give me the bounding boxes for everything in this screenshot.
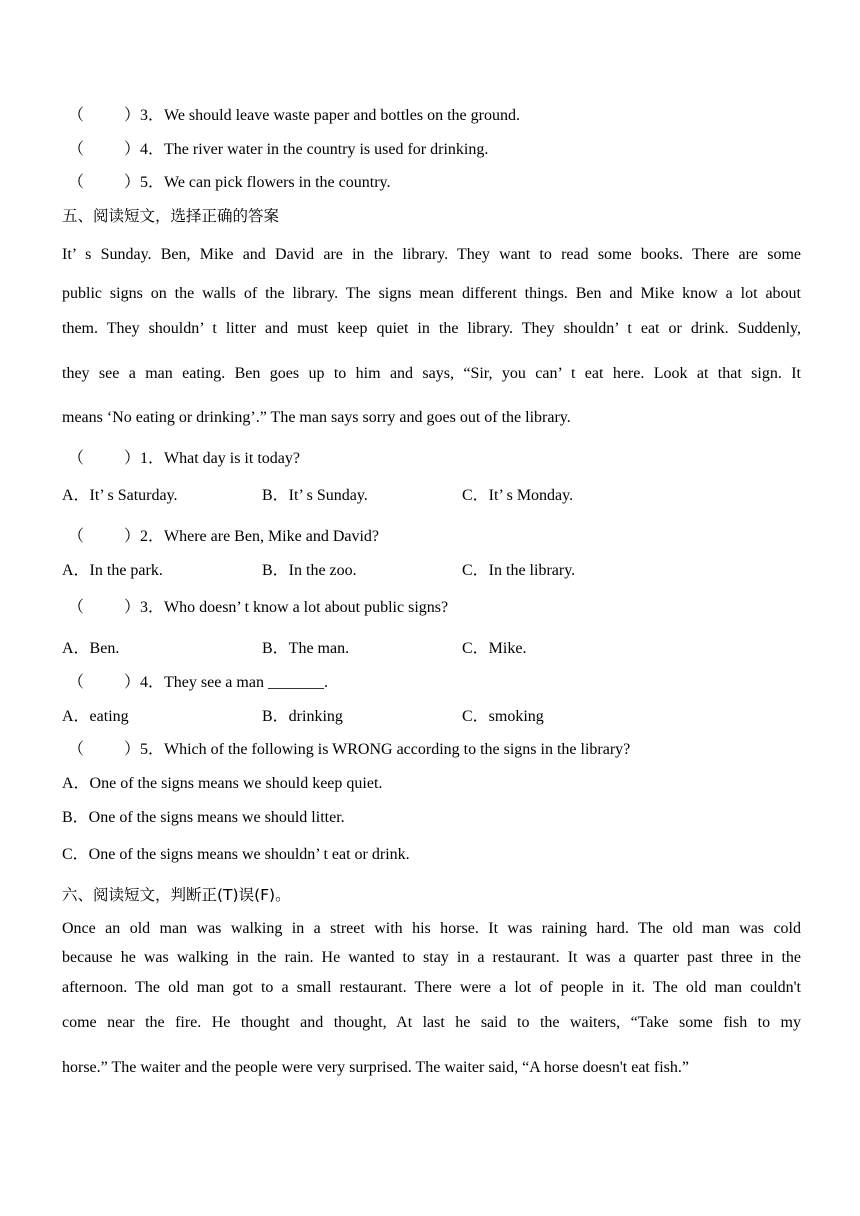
passage-6-line-2: because he was walking in the rain. He wanted to stay in a restaurant. It was a quarter past three in the bbox=[62, 949, 801, 966]
q4-option-a: A．eating bbox=[62, 708, 129, 725]
tf-item-5: （ ）5．We can pick flowers in the country. bbox=[68, 174, 391, 191]
q5-option-c: C．One of the signs means we shouldn’ t eat or drink. bbox=[62, 846, 410, 863]
q5-option-a: A．One of the signs means we should keep quiet. bbox=[62, 775, 383, 792]
passage-5-line-3: them. They shouldn’ t litter and must keep quiet in the library. They shouldn’ t eat or drink. Suddenly, bbox=[62, 320, 801, 337]
passage-6-line-3: afternoon. The old man got to a small restaurant. There were a lot of people in it. The old man couldn't bbox=[62, 979, 801, 996]
q2-option-b: B．In the zoo. bbox=[262, 562, 357, 579]
question-1: （ ）1．What day is it today? bbox=[68, 450, 300, 467]
q1-option-a: A．It’ s Saturday. bbox=[62, 487, 178, 504]
question-5: （ ）5．Which of the following is WRONG according to the signs in the library? bbox=[68, 741, 631, 758]
passage-5-line-5: means ‘No eating or drinking’.” The man says sorry and goes out of the library. bbox=[62, 409, 571, 426]
passage-6-line-1: Once an old man was walking in a street with his horse. It was raining hard. The old man was cold bbox=[62, 920, 801, 937]
passage-5-line-2: public signs on the walls of the library. The signs mean different things. Ben and Mike know a lot about bbox=[62, 285, 801, 302]
q1-option-b: B．It’ s Sunday. bbox=[262, 487, 368, 504]
q1-option-c: C．It’ s Monday. bbox=[462, 487, 574, 504]
question-2: （ ）2．Where are Ben, Mike and David? bbox=[68, 528, 380, 545]
q5-option-b: B．One of the signs means we should litter. bbox=[62, 809, 345, 826]
q4-option-b: B．drinking bbox=[262, 708, 343, 725]
q3-option-b: B．The man. bbox=[262, 640, 350, 657]
tf-item-4: （ ）4．The river water in the country is used for drinking. bbox=[68, 141, 489, 158]
tf-item-3: （ ）3．We should leave waste paper and bottles on the ground. bbox=[68, 107, 520, 124]
q2-option-a: A．In the park. bbox=[62, 562, 163, 579]
question-4: （ ）4．They see a man _______. bbox=[68, 674, 328, 691]
passage-5-line-1: It’ s Sunday. Ben, Mike and David are in the library. They want to read some books. There are some bbox=[62, 246, 801, 263]
q2-option-c: C．In the library. bbox=[462, 562, 576, 579]
q4-option-c: C．smoking bbox=[462, 708, 544, 725]
passage-6-line-4: come near the fire. He thought and thought, At last he said to the waiters, “Take some fish to my bbox=[62, 1014, 801, 1031]
q3-option-c: C．Mike. bbox=[462, 640, 527, 657]
passage-5-line-4: they see a man eating. Ben goes up to him and says, “Sir, you can’ t eat here. Look at that sign. It bbox=[62, 365, 801, 382]
question-3: （ ）3．Who doesn’ t know a lot about public signs? bbox=[68, 599, 449, 616]
section-6-heading: 六、阅读短文，判断正(T)误(F)。 bbox=[62, 886, 291, 904]
section-5-heading: 五、阅读短文，选择正确的答案 bbox=[62, 207, 280, 225]
passage-6-line-5: horse.” The waiter and the people were very surprised. The waiter said, “A horse doesn't eat fish.” bbox=[62, 1059, 689, 1076]
q3-option-a: A．Ben. bbox=[62, 640, 120, 657]
